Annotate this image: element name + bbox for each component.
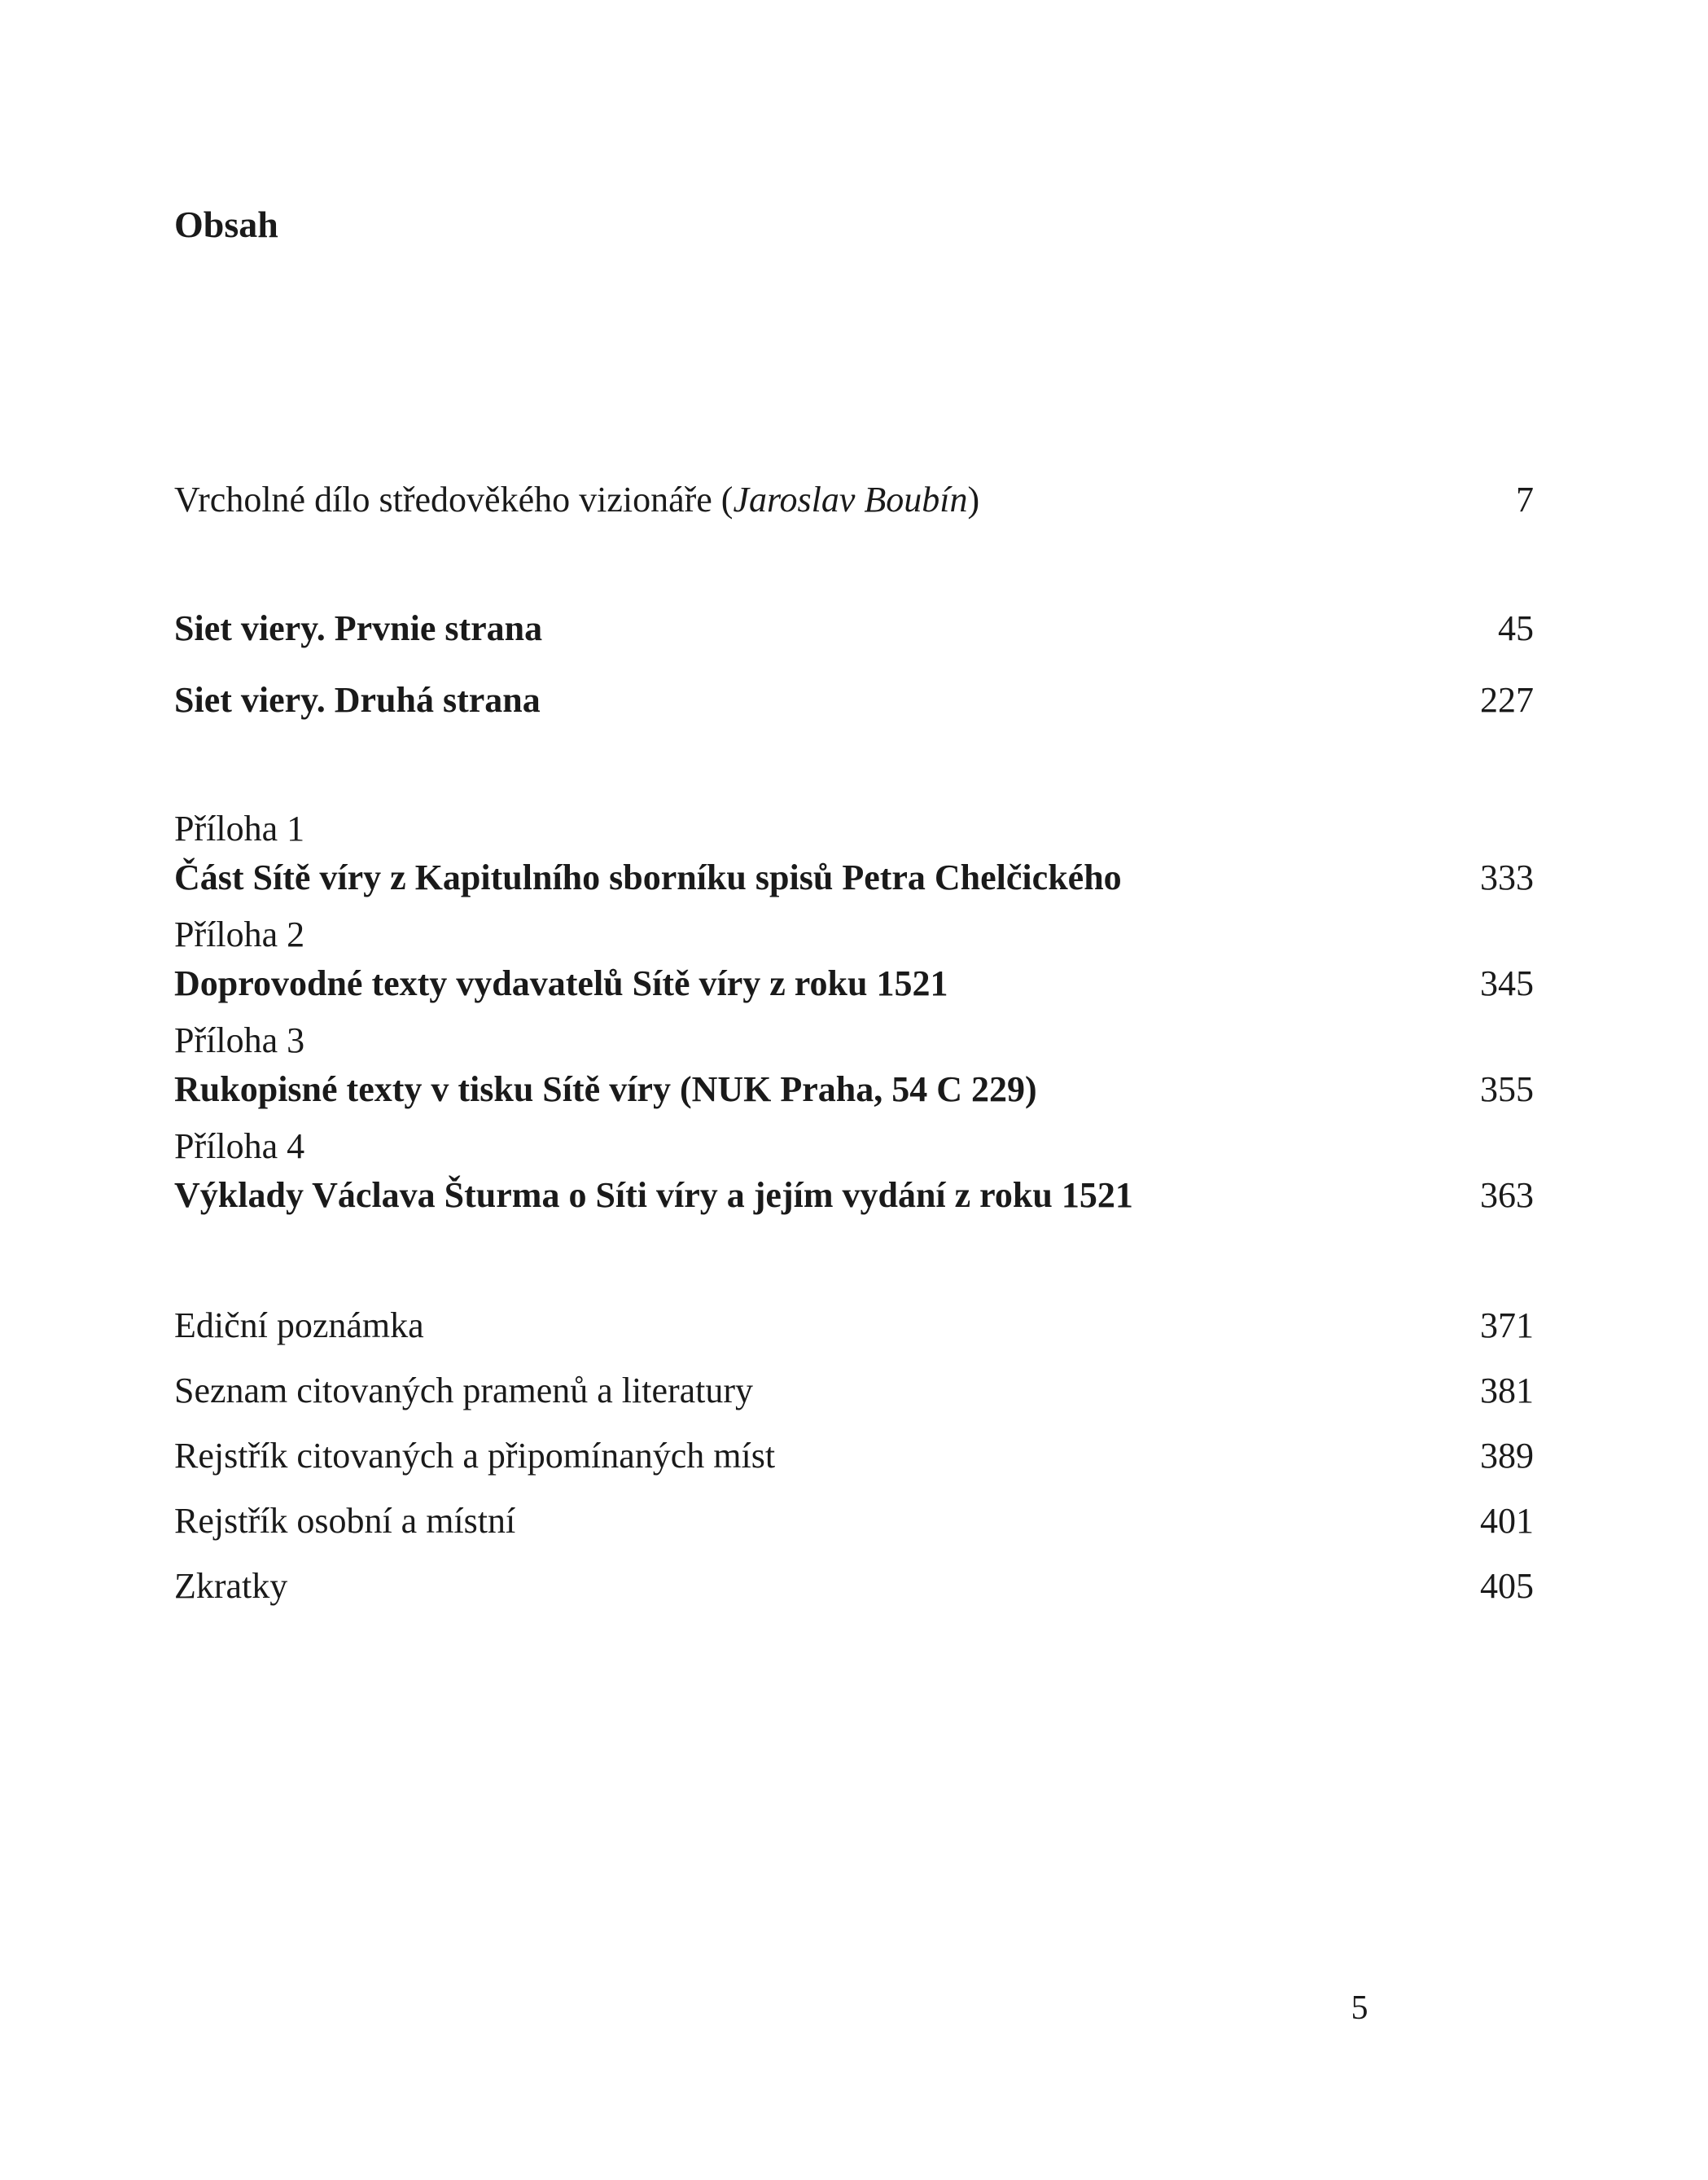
toc-entry-page: 405 xyxy=(1480,1566,1534,1606)
toc-appendix-label-1: Příloha 1 xyxy=(174,809,305,849)
page-title: Obsah xyxy=(174,204,278,245)
toc-entry-back-2 xyxy=(174,1366,1534,1415)
toc-appendix-label-3: Příloha 3 xyxy=(174,1020,305,1060)
toc-entry-part-1 xyxy=(174,604,1534,653)
toc-entry-author: Jaroslav Boubín xyxy=(733,480,968,520)
toc-entry-back-3 xyxy=(174,1432,1534,1480)
toc-entry-appendix-1 xyxy=(174,853,1534,902)
toc-entry-title: Rejstřík citovaných a připomínaných míst xyxy=(174,1436,776,1476)
toc-entry-page: 355 xyxy=(1480,1069,1534,1109)
toc-entry-title: Rejstřík osobní a místní xyxy=(174,1501,516,1541)
toc-appendix-label-4: Příloha 4 xyxy=(174,1126,305,1166)
toc-entry-page: 333 xyxy=(1480,858,1534,897)
toc-entry-title: Siet viery. Druhá strana xyxy=(174,680,541,720)
toc-entry-title: Část Sítě víry z Kapitulního sborníku spisů Petra Chelčického xyxy=(174,858,1122,897)
toc-entry-page: 381 xyxy=(1480,1371,1534,1410)
page-number: 5 xyxy=(1351,1989,1369,2027)
toc-entry-appendix-4 xyxy=(174,1171,1534,1220)
toc-entry-title: Ediční poznámka xyxy=(174,1305,424,1345)
toc-entry-title: Výklady Václava Šturma o Síti víry a jejím vydání z roku 1521 xyxy=(174,1175,1133,1215)
toc-entry-appendix-2 xyxy=(174,959,1534,1008)
toc-entry-page: 345 xyxy=(1480,963,1534,1003)
toc-entry-part-2 xyxy=(174,676,1534,725)
toc-entry-title: Rukopisné texty v tisku Sítě víry (NUK Praha, 54 C 229) xyxy=(174,1069,1037,1109)
toc-entry-page: 7 xyxy=(1516,480,1534,520)
toc-entry-title: Doprovodné texty vydavatelů Sítě víry z roku 1521 xyxy=(174,963,948,1003)
toc-entry-page: 389 xyxy=(1480,1436,1534,1476)
toc-entry-page: 45 xyxy=(1498,608,1534,648)
toc-entry-page: 371 xyxy=(1480,1305,1534,1345)
toc-entry-back-4 xyxy=(174,1497,1534,1546)
toc-entry-title: Zkratky xyxy=(174,1566,288,1606)
toc-entry-page: 401 xyxy=(1480,1501,1534,1541)
toc-entry-back-5 xyxy=(174,1562,1534,1611)
toc-entry-title: Siet viery. Prvnie strana xyxy=(174,608,543,648)
toc-entry-page: 363 xyxy=(1480,1175,1534,1215)
toc-entry-intro xyxy=(174,476,1534,524)
toc-appendix-label-2: Příloha 2 xyxy=(174,915,305,954)
toc-entry-page: 227 xyxy=(1480,680,1534,720)
toc-entry-title: Vrcholné dílo středověkého vizionáře (Jaroslav Boubín) xyxy=(174,480,980,520)
toc-entry-appendix-3 xyxy=(174,1065,1534,1114)
toc-entry-title: Seznam citovaných pramenů a literatury xyxy=(174,1371,754,1410)
toc-entry-back-1 xyxy=(174,1301,1534,1350)
